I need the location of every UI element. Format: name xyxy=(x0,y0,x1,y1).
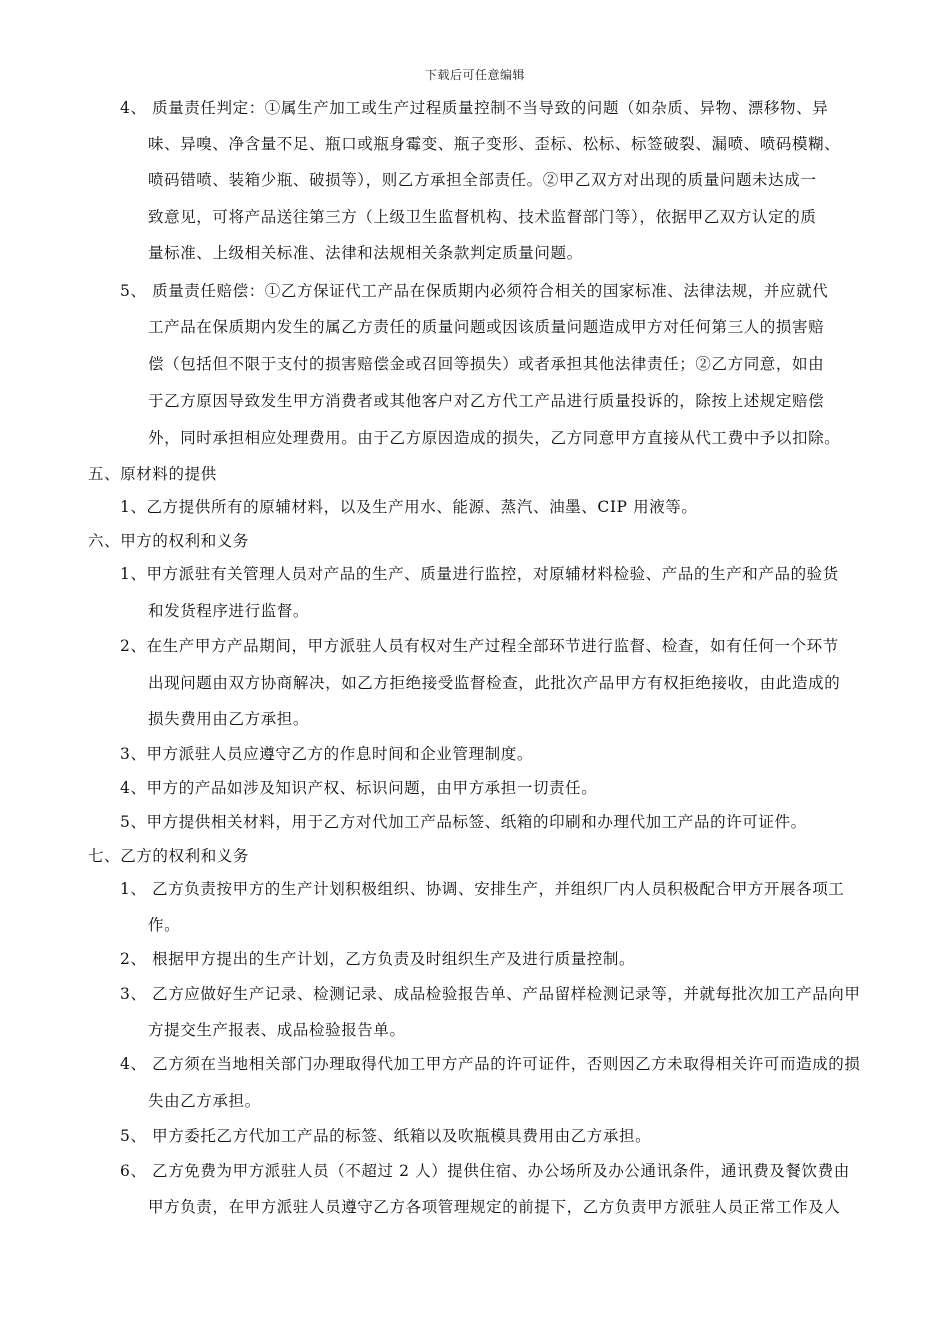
text-line: 工产品在保质期内发生的属乙方责任的质量问题或因该质量问题造成甲方对任何第三人的损害赔 xyxy=(148,318,825,336)
text-line: 1、乙方提供所有的原辅材料，以及生产用水、能源、蒸汽、油墨、CIP 用液等。 xyxy=(120,498,698,516)
text-line: 和发货程序进行监督。 xyxy=(148,602,310,620)
text-line: 4、 乙方须在当地相关部门办理取得代加工甲方产品的许可证件，否则因乙方未取得相关许可而造成的损 xyxy=(120,1055,861,1073)
text-line: 方提交生产报表、成品检验报告单。 xyxy=(148,1021,406,1039)
text-line: 失由乙方承担。 xyxy=(148,1092,261,1110)
text-line: 3、甲方派驻人员应遵守乙方的作息时间和企业管理制度。 xyxy=(120,745,533,763)
text-line: 致意见，可将产品送往第三方（上级卫生监督机构、技术监督部门等），依据甲乙双方认定的质 xyxy=(148,208,817,226)
text-line: 5、 质量责任赔偿：①乙方保证代工产品在保质期内必须符合相关的国家标准、法律法规，并应就代 xyxy=(120,282,829,300)
text-line: 5、 甲方委托乙方代加工产品的标签、纸箱以及吹瓶模具费用由乙方承担。 xyxy=(120,1127,652,1145)
text-line: 6、 乙方免费为甲方派驻人员（不超过 2 人）提供住宿、办公场所及办公通讯条件，通讯费及餐饮费由 xyxy=(120,1162,850,1180)
text-line: 作。 xyxy=(148,916,181,934)
text-line: 1、甲方派驻有关管理人员对产品的生产、质量进行监控，对原辅材料检验、产品的生产和产品的验货 xyxy=(120,565,839,583)
text-line: 外，同时承担相应处理费用。由于乙方原因造成的损失，乙方同意甲方直接从代工费中予以扣除。 xyxy=(148,429,841,447)
text-line: 4、 质量责任判定：①属生产加工或生产过程质量控制不当导致的问题（如杂质、异物、漂移物、异 xyxy=(120,99,829,117)
text-line: 2、在生产甲方产品期间，甲方派驻人员有权对生产过程全部环节进行监督、检查，如有任何一个环节 xyxy=(120,637,839,655)
text-line: 出现问题由双方协商解决，如乙方拒绝接受监督检查，此批次产品甲方有权拒绝接收，由此造成的 xyxy=(148,674,841,692)
text-line: 甲方负责，在甲方派驻人员遵守乙方各项管理规定的前提下，乙方负责甲方派驻人员正常工作及人 xyxy=(148,1198,841,1216)
text-line: 4、甲方的产品如涉及知识产权、标识问题，由甲方承担一切责任。 xyxy=(120,779,598,797)
text-line: 偿（包括但不限于支付的损害赔偿金或召回等损失）或者承担其他法律责任；②乙方同意，如由 xyxy=(148,355,825,373)
text-line: 量标准、上级相关标准、法律和法规相关条款判定质量问题。 xyxy=(148,244,583,262)
page-header: 下载后可任意编辑 xyxy=(424,68,525,82)
section-heading: 六、甲方的权利和义务 xyxy=(88,532,250,550)
text-line: 3、 乙方应做好生产记录、检测记录、成品检验报告单、产品留样检测记录等，并就每批次加工产品向甲 xyxy=(120,985,861,1003)
text-line: 喷码错喷、装箱少瓶、破损等），则乙方承担全部责任。②甲乙双方对出现的质量问题未达成一 xyxy=(148,171,817,189)
text-line: 2、 根据甲方提出的生产计划，乙方负责及时组织生产及进行质量控制。 xyxy=(120,950,636,968)
text-line: 味、异嗅、净含量不足、瓶口或瓶身霉变、瓶子变形、歪标、松标、标签破裂、漏喷、喷码模糊、 xyxy=(148,135,841,153)
text-line: 1、 乙方负责按甲方的生产计划积极组织、协调、安排生产，并组织厂内人员积极配合甲方开展各项工 xyxy=(120,880,845,898)
text-line: 于乙方原因导致发生甲方消费者或其他客户对乙方代工产品进行质量投诉的，除按上述规定赔偿 xyxy=(148,392,825,410)
section-heading: 七、乙方的权利和义务 xyxy=(88,847,250,865)
text-line: 5、甲方提供相关材料，用于乙方对代加工产品标签、纸箱的印刷和办理代加工产品的许可证件。 xyxy=(120,813,807,831)
section-heading: 五、原材料的提供 xyxy=(88,465,217,483)
text-line: 损失费用由乙方承担。 xyxy=(148,710,310,728)
